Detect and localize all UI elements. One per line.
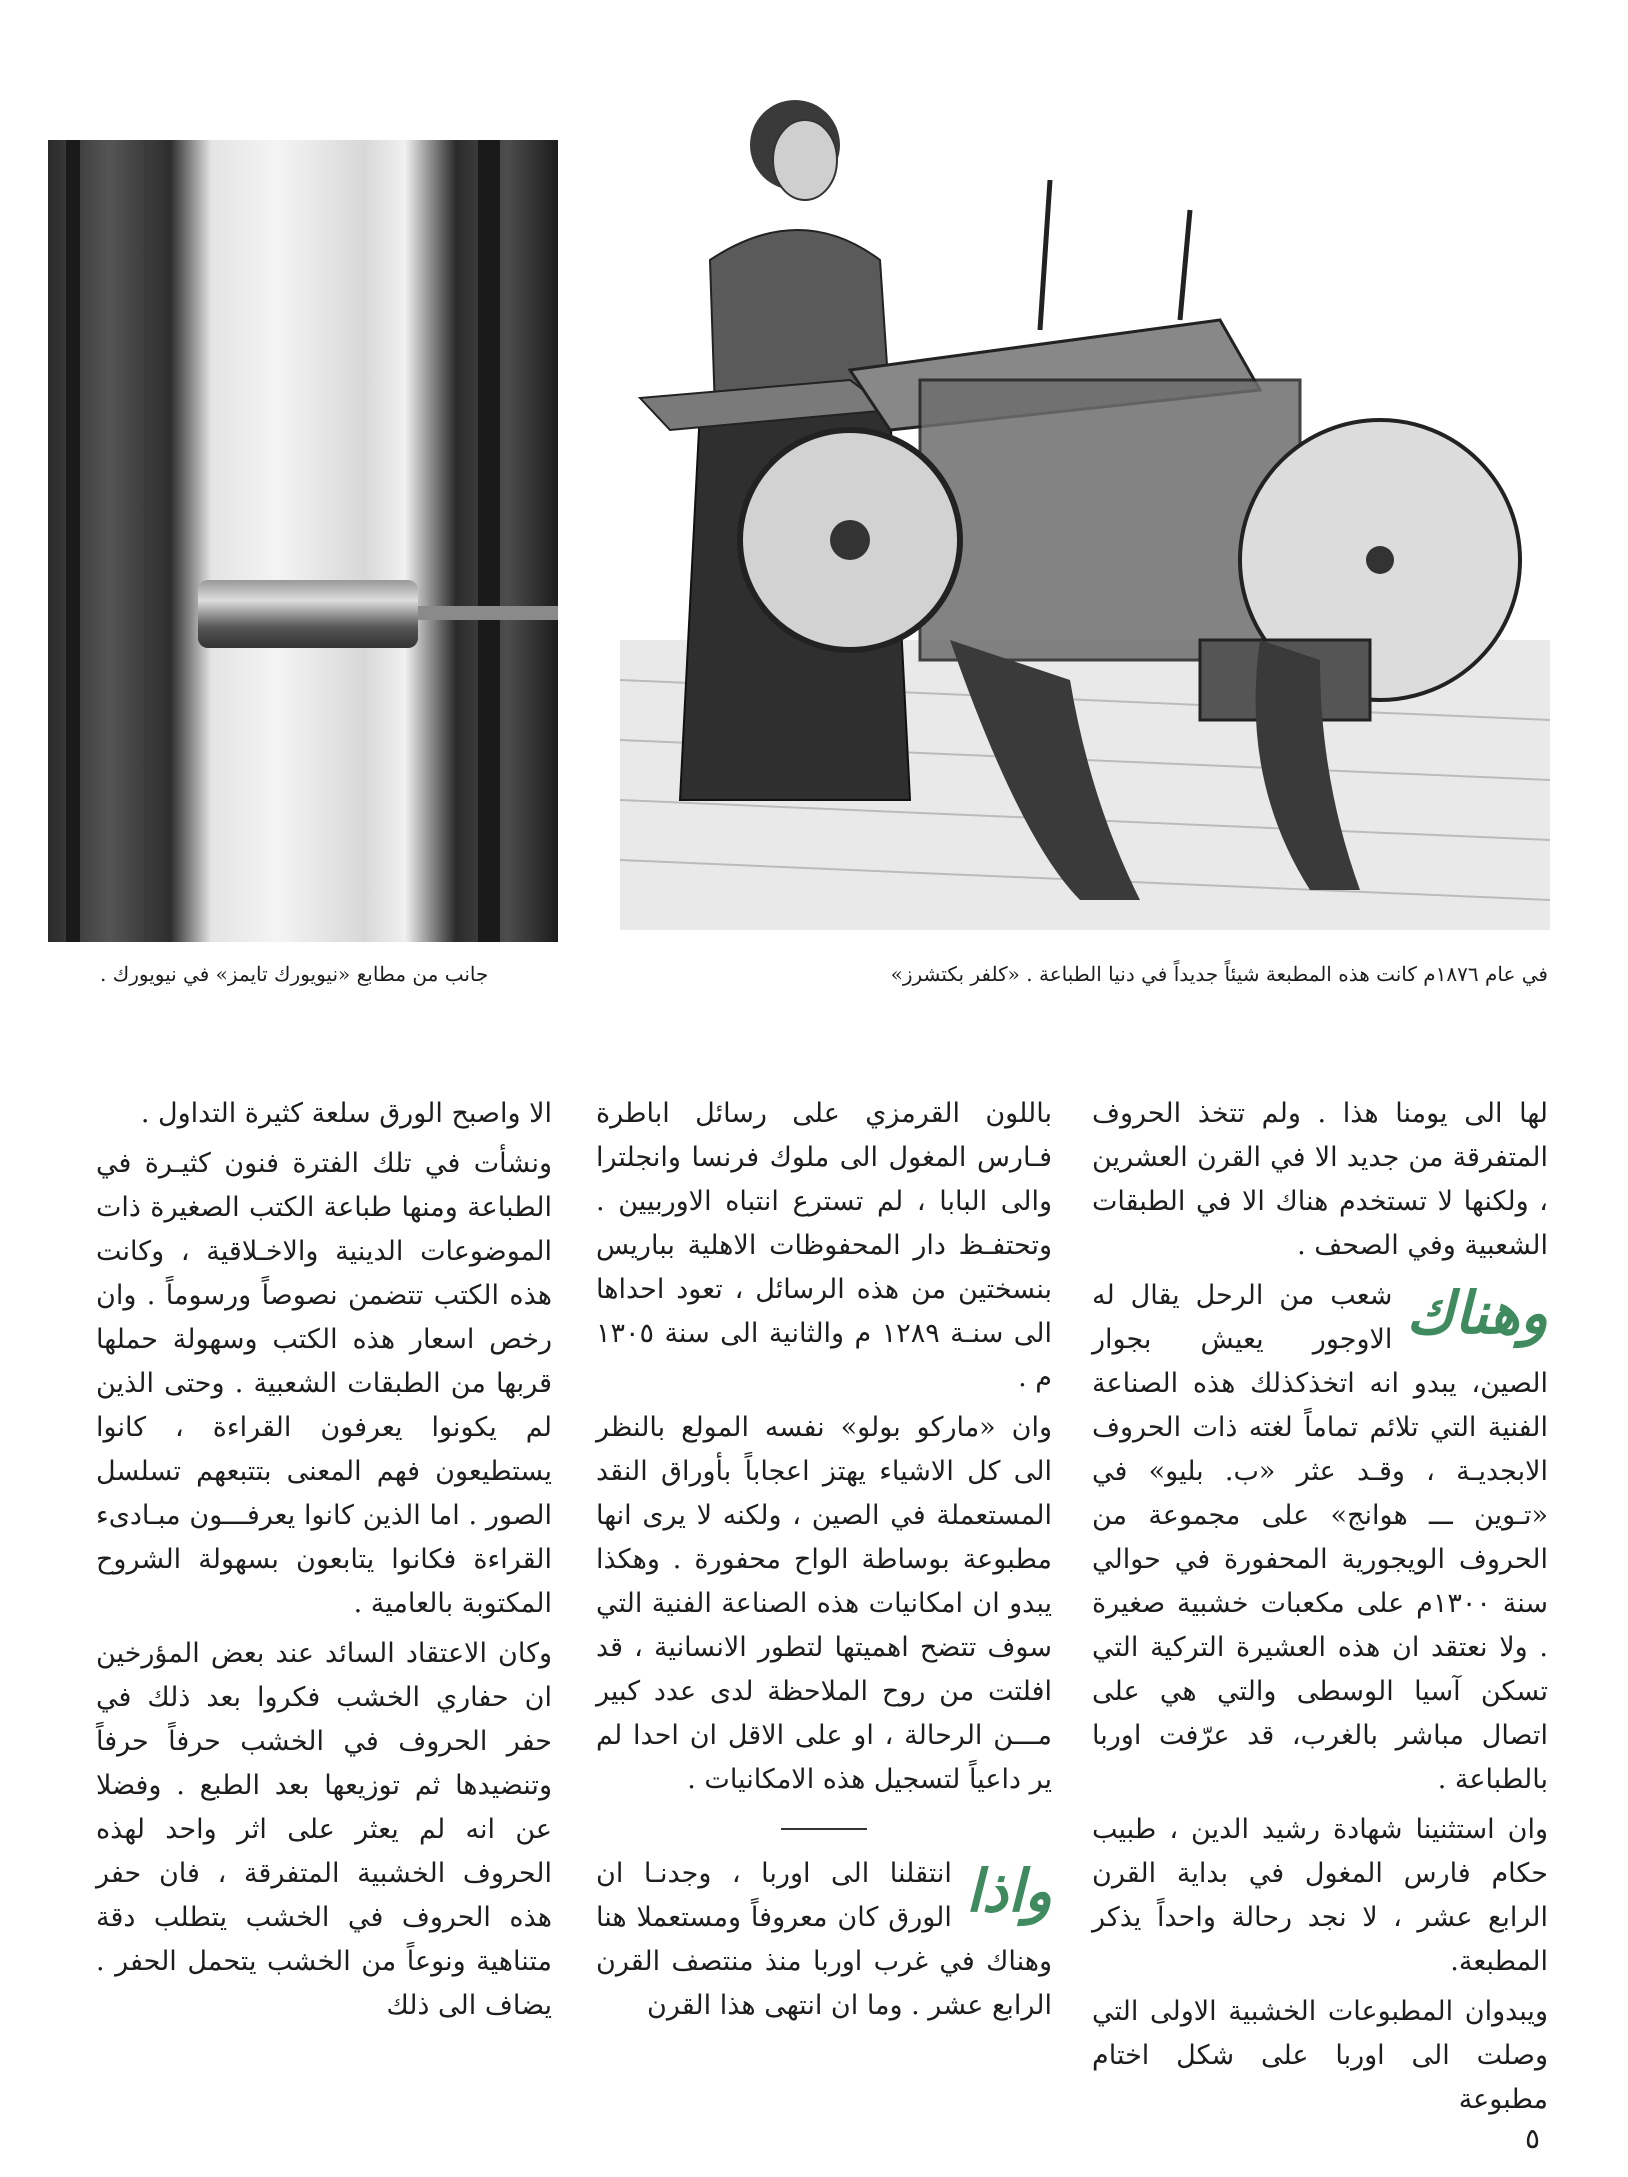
- text-column-left: [96, 1092, 552, 2034]
- printing-press-engraving: [620, 80, 1550, 930]
- paragraph: باللون القرمزي على رسائل اباطرة فـارس المغول الى ملوك فرنسا وانجلترا والى البابا ، لم تسترع انتباه الاوربيين . وتحتفـظ دار المحفوظات الاهلية بباريس بنسختين من هذه الرسائل ، تعود احداها الى سنـة ١٢٨٩ م والثانية الى سنة ١٣٠٥ م .: [596, 1098, 1052, 1393]
- photo-caption: جانب من مطابع «نيويورك تايمز» في نيويورك .: [100, 962, 489, 986]
- paper-roller: [198, 580, 418, 648]
- paragraph: ونشأت في تلك الفترة فنون كثيـرة في الطباعة ومنها طباعة الكتب الصغيرة ذات الموضوعات الدينية والاخـلاقية ، وكانت هذه الكتب تتضمن نصوصاً ورسوماً . وان رخص اسعار هذه الكتب وسهولة حملها قربها من الطبقات الشعبية . وحتى الذين لم يكونوا يعرفون القراءة ، كانوا يستطيعون فهم المعنى بتتبعهم تسلسل الصور . اما الذين كانوا يعرفـــون مبـادىء القراءة فكانوا يتابعون بسهولة الشروح المكتوبة بالعامية .: [96, 1148, 552, 1619]
- paragraph: [596, 1852, 1052, 2028]
- paragraph: الا واصبح الورق سلعة كثيرة التداول .: [140, 1098, 552, 1129]
- press-caption: في عام ١٨٧٦م كانت هذه المطبعة شيئاً جديداً في دنيا الطباعة . «كلفر بكتشرز»: [890, 962, 1548, 986]
- paragraph: ويبدوان المطبوعات الخشبية الاولى التي وصلت الى اوربا على شكل اختام مطبوعة: [1092, 1996, 1548, 2115]
- paragraph-text: شعب من الرحل يقال له الاوجور يعيش بجوار الصين، يبدو انه اتخذكذلك هذه الصناعة الفنية التي تلائم تماماً لغته ذات الحروف الابجديـة ، وقـد عثر «ب. بليو» في «تـوين ـــ هوانج» على مجموعة من الحروف الويجورية المحفورة في حوالي سنة ١٣٠٠م على مكعبات خشبية صغيرة . ولا نعتقد ان هذه العشيرة التركية التي تسكن آسيا الوسطى والتي هي على اتصال مباشر بالغرب، قد عرّفت اوربا بالطباعة .: [1092, 1280, 1548, 1795]
- dropcap-word: واذا: [965, 1857, 1052, 1925]
- text-column-middle: [596, 1092, 1052, 2034]
- page-number: ٥: [1525, 2122, 1541, 2155]
- paragraph: وان استثنينا شهادة رشيد الدين ، طبيب حكام فارس المغول في بداية القرن الرابع عشر ، لا نجد رحالة واحداً يذكر المطبعة.: [1092, 1814, 1548, 1977]
- paragraph-text: انتقلنا الى اوربا ، وجدنـا ان الورق كان معروفاً ومستعملا هنا وهناك في غرب اوربا منذ منتصف القرن الرابع عشر . وما ان انتهى هذا القرن: [596, 1858, 1052, 2021]
- text-column-right: [1092, 1092, 1548, 2128]
- paragraph: وان «ماركو بولو» نفسه المولع بالنظر الى كل الاشياء يهتز اعجاباً بأوراق النقد المستعملة في الصين ، ولكنه لا يرى انها مطبوعة بوساطة الواح محفورة . وهكذا يبدو ان امكانيات هذه الصناعة الفنية التي سوف تتضح اهميتها لتطور الانسانية ، قد افلتت من روح الملاحظة لدى عدد كبير مـــن الرحالة ، او على الاقل ان احدا لم ير داعياً لتسجيل هذه الامكانيات .: [596, 1412, 1052, 1795]
- paragraph: [1092, 1274, 1548, 1802]
- dropcap-word: وهناك: [1406, 1279, 1548, 1347]
- newspaper-press-photo: [48, 140, 558, 942]
- section-divider: [781, 1828, 867, 1830]
- paragraph: وكان الاعتقاد السائد عند بعض المؤرخين ان حفاري الخشب فكروا بعد ذلك في حفر الحروف في الخشب حرفاً حرفاً وتنضيدها ثم توزيعها بعد الطبع . وفضلا عن انه لم يعثر على اثر واحد لهذه الحروف الخشبية المتفرقة ، فان حفر هذه الحروف في الخشب يتطلب دقة متناهية ونوعاً من الخشب يتحمل الحفر . يضاف الى ذلك: [96, 1638, 552, 2021]
- paragraph: لها الى يومنا هذا . ولم تتخذ الحروف المتفرقة من جديد الا في القرن العشرين ، ولكنها لا تستخدم هناك الا في الطبقات الشعبية وفي الصحف .: [1092, 1098, 1548, 1261]
